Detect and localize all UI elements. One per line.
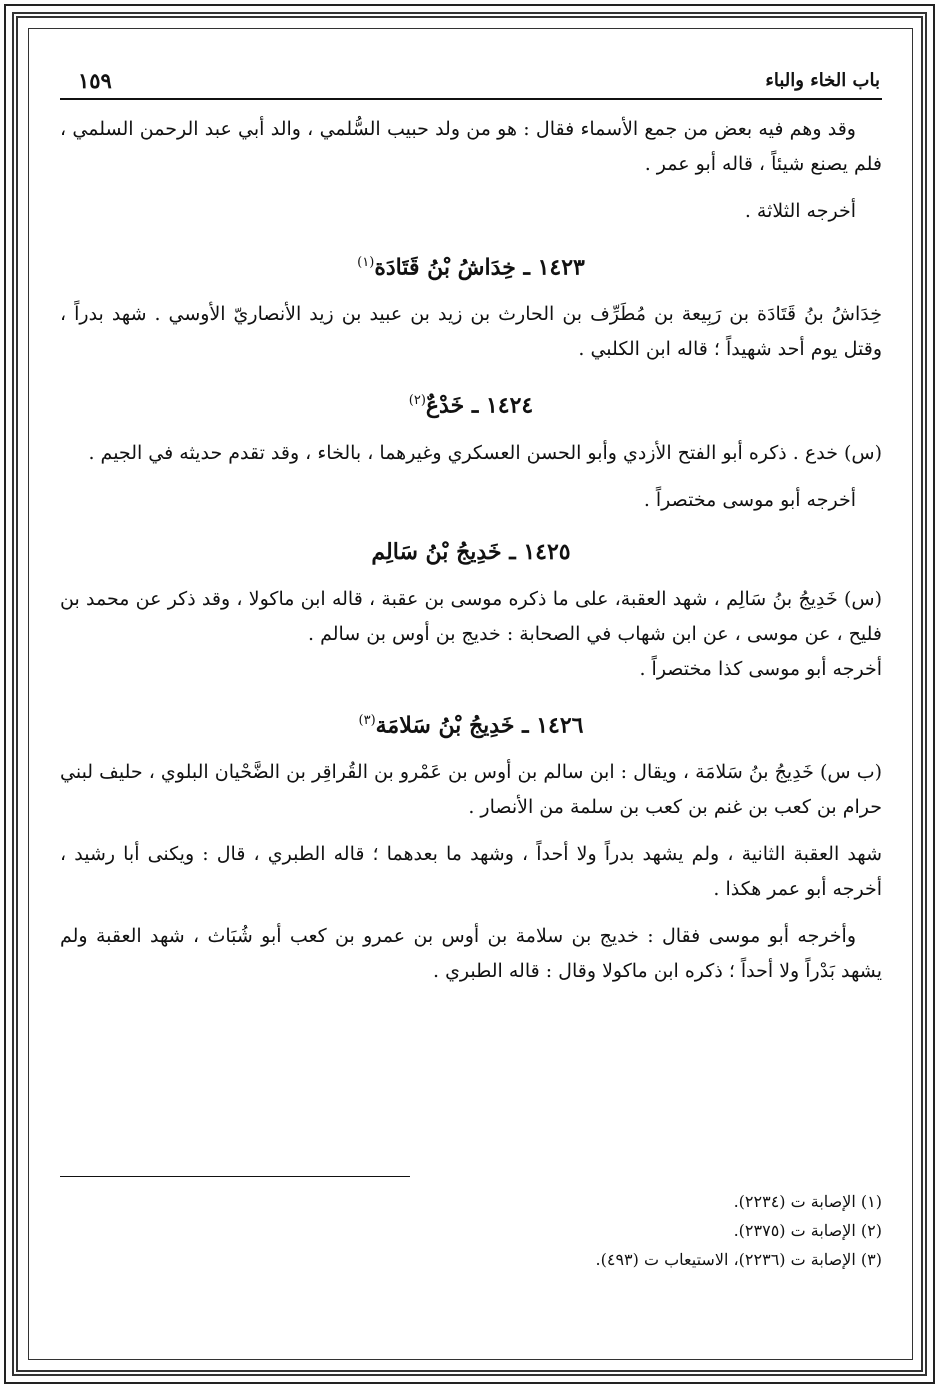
- body-text: [60, 112, 882, 1001]
- paragraph: (س) خَدِيجُ بنُ سَالِم ، شهد العقبة، على ما ذكره موسى بن عقبة ، قاله ابن ماكولا ، وقد ذكر عن محمد بن فليح ، عن موسى ، عن ابن شهاب في الصحابة : خديج بن أوس بن سالم .: [60, 587, 882, 645]
- entry-heading-1426: [60, 701, 882, 745]
- entry-heading-1424: [60, 381, 882, 425]
- running-title: باب الخاء والباء: [765, 70, 880, 91]
- paragraph: خِدَاشُ بنُ قَتَادَة بن رَبِيعة بن مُطَرِّف بن الحارث بن زيد بن عبيد بن زيد الأنصاريّ الأوسي . شهد بدراً ، وقتل يوم أحد شهيداً ؛ قاله ابن الكلبي .: [60, 303, 882, 361]
- paragraph: أخرجه أبو موسى كذا مختصراً .: [639, 657, 882, 680]
- footnote-separator: [60, 1176, 410, 1177]
- footnote-2: (٢) الإصابة ت (٢٣٧٥).: [733, 1221, 882, 1240]
- entry-title: ١٤٢٤ ـ خَدْعٌ: [425, 392, 534, 419]
- footnote-1: (١) الإصابة ت (٢٢٣٤).: [733, 1192, 882, 1211]
- paragraph: (س) خدع . ذكره أبو الفتح الأزدي وأبو الحسن العسكري وغيرهما ، بالخاء ، وقد تقدم حديثه في الجيم .: [88, 441, 882, 464]
- entry-heading-1423: [60, 243, 882, 287]
- paragraph: أخرجه الثلاثة .: [744, 200, 856, 222]
- paragraph: وأخرجه أبو موسى فقال : خديج بن سلامة بن أوس بن عمرو بن كعب أبو شُبَاث ، شهد العقبة ولم يشهد بَدْراً ولا أحداً ؛ ذكره ابن ماكولا وقال : قاله الطبري .: [60, 924, 882, 982]
- footnote-ref: (٣): [358, 712, 376, 728]
- paragraph: شهد العقبة الثانية ، ولم يشهد بدراً ولا أحداً ، وشهد ما بعدهما ؛ قاله الطبري ، قال : ويكنى أبا رشيد ، أخرجه أبو عمر هكذا .: [60, 842, 882, 900]
- footnote-ref: (١): [357, 255, 375, 270]
- paragraph: (ب س) خَدِيجُ بنُ سَلامَة ، ويقال : ابن سالم بن أوس بن عَمْرو بن القُراقِر بن الضَّحْيان البلوي ، حليف لبني حرام بن كعب بن غنم بن كعب بن سلمة من الأنصار .: [60, 760, 882, 818]
- footnotes: [60, 1187, 882, 1274]
- entry-title: ١٤٢٦ ـ خَدِيجُ بْنُ سَلامَة: [375, 711, 584, 738]
- entry-title: ١٤٢٥ ـ خَدِيجُ بْنُ سَالِم: [371, 538, 571, 565]
- book-page: [60, 60, 882, 1350]
- entry-heading-1425: [60, 532, 882, 572]
- paragraph: أخرجه أبو موسى مختصراً .: [643, 488, 856, 511]
- footnote-3: (٣) الإصابة ت (٢٢٣٦)، الاستيعاب ت (٤٩٣).: [595, 1250, 882, 1269]
- page-number: ١٥٩: [78, 68, 112, 93]
- footnote-ref: (٢): [408, 393, 426, 409]
- entry-title: ١٤٢٣ ـ خِدَاشُ بْنُ قَتَادَة: [374, 254, 585, 281]
- paragraph: وقد وهم فيه بعض من جمع الأسماء فقال : هو من ولد حبيب السُّلمي ، والد أبي عبد الرحمن السلمي ، فلم يصنع شيئاً ، قاله أبو عمر .: [60, 118, 882, 175]
- running-head: [60, 68, 882, 100]
